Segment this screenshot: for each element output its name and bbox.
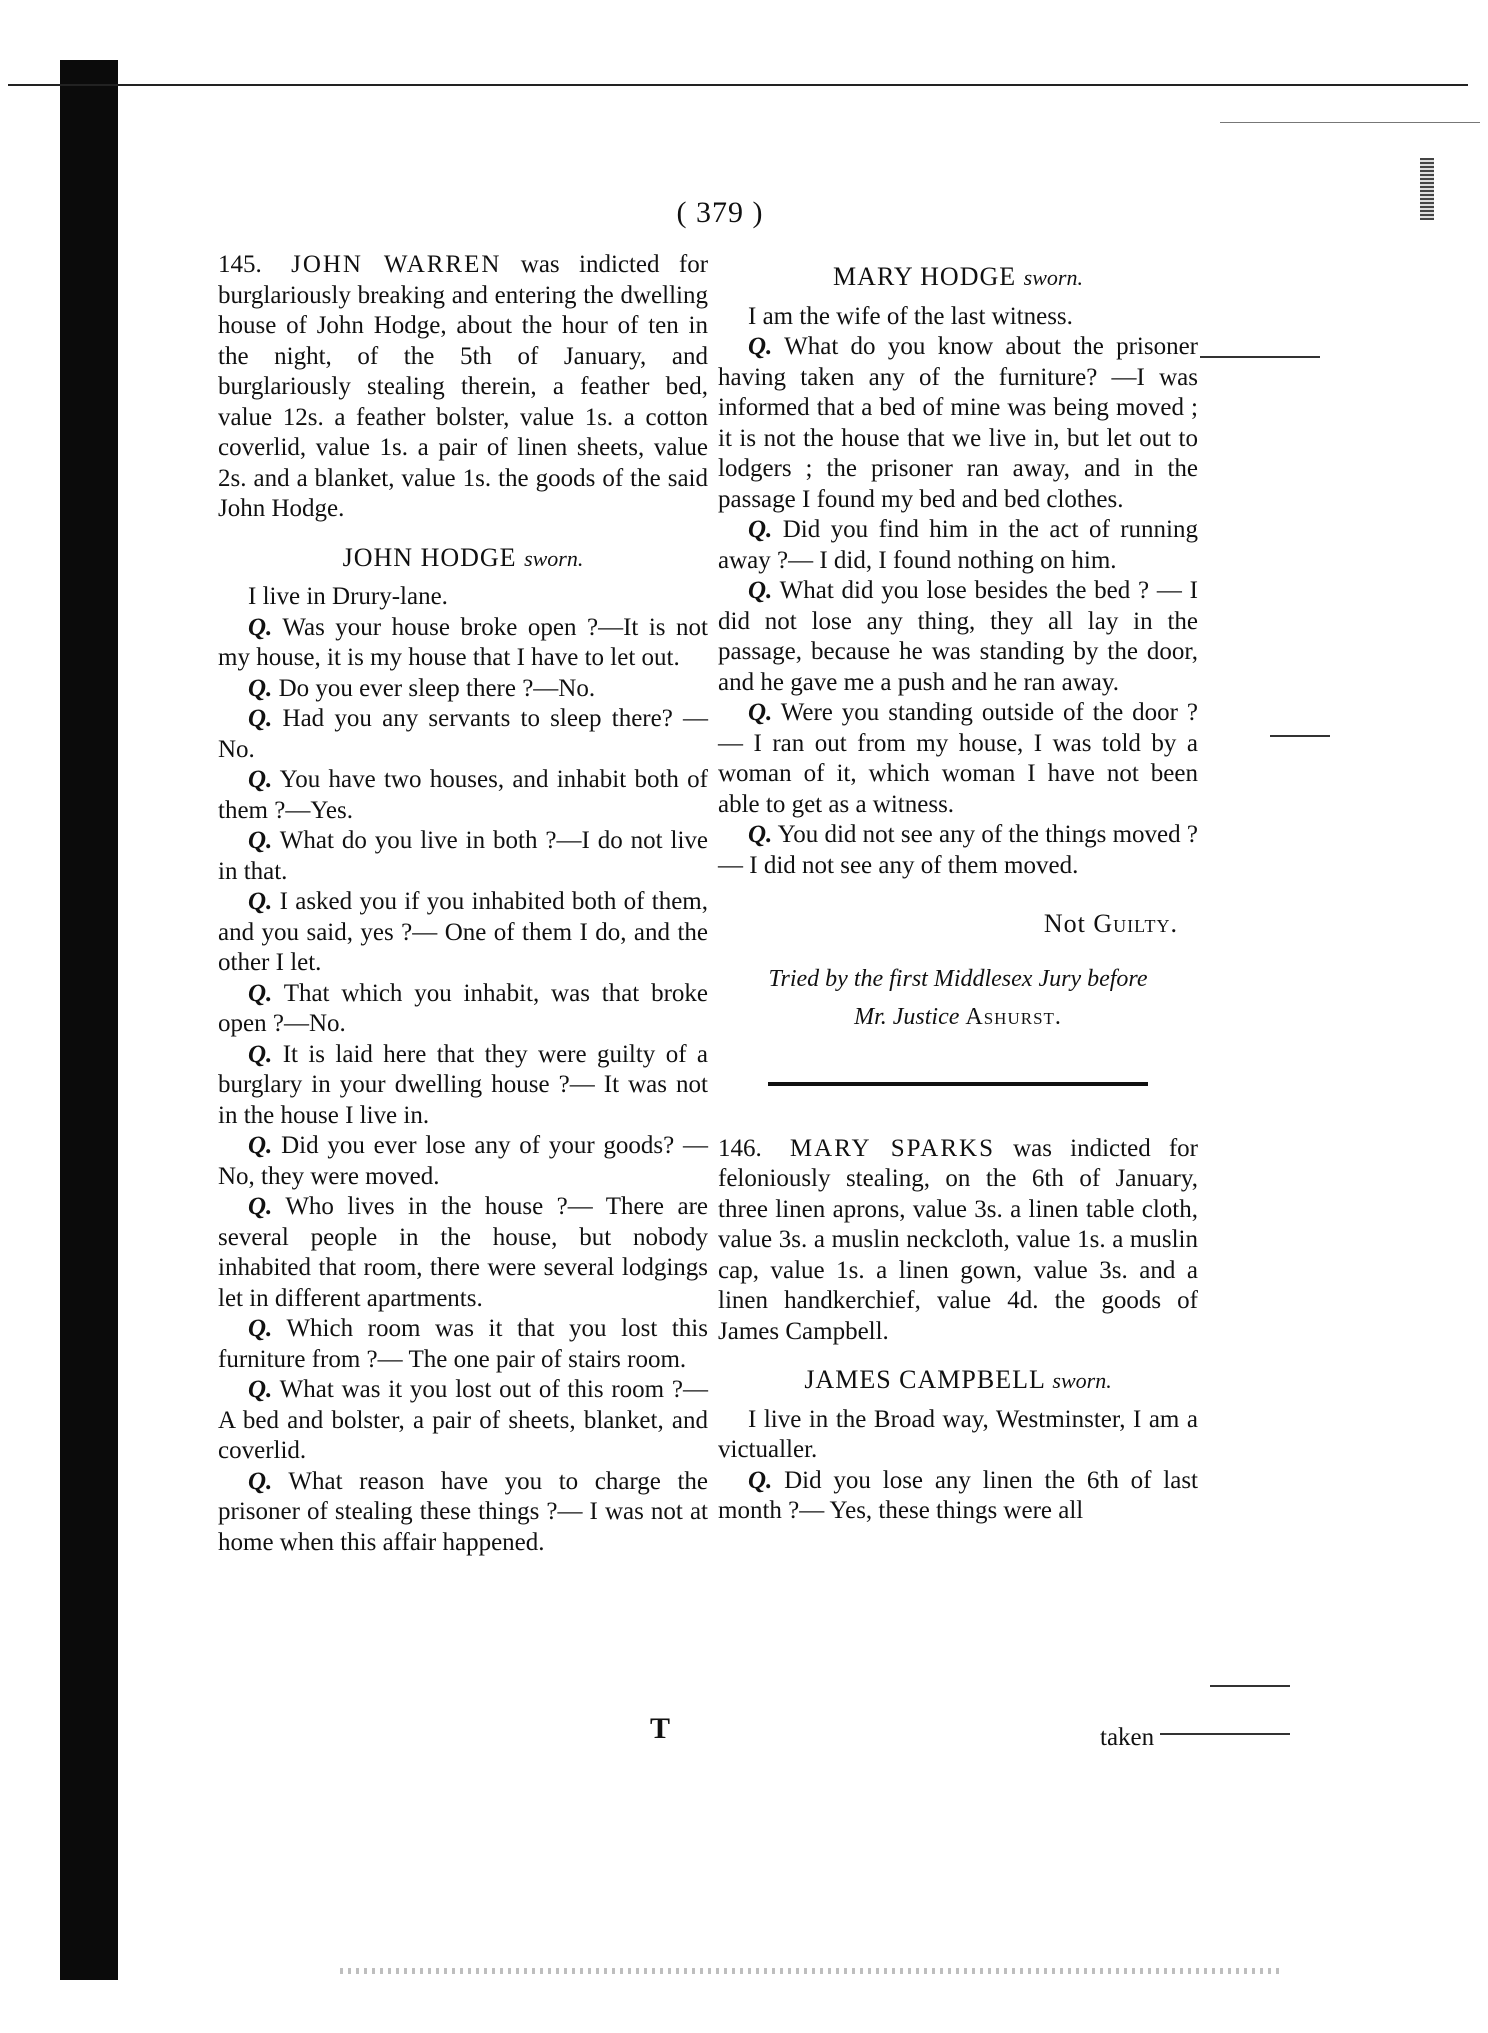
testimony-paragraph xyxy=(218,826,708,887)
testimony-paragraph xyxy=(718,302,1198,333)
testimony-paragraph xyxy=(718,1466,1198,1527)
defendant-name: MARY SPARKS xyxy=(789,1134,995,1162)
margin-mark xyxy=(1200,356,1320,358)
defendant-name: JOHN WARREN xyxy=(291,251,502,278)
testimony-paragraph xyxy=(718,576,1198,698)
testimony-text: I live in Drury-lane. xyxy=(248,583,448,610)
right-column xyxy=(718,262,1198,1527)
testimony-text: What do you live in both ?—I do not live in that. xyxy=(218,827,708,885)
testimony-text: What do you know about the prisoner having taken any of the furniture? —I was informed that a bed of mine was being moved ; it is not the house that we live in, but let out to lodgers ; the prisoner ran away, and in the passage I found my bed and bed clothes. xyxy=(718,333,1198,513)
testimony-text: I am the wife of the last witness. xyxy=(748,302,1073,330)
case-number: 146. xyxy=(718,1134,762,1162)
margin-mark xyxy=(1160,1733,1290,1735)
testimony-paragraph xyxy=(218,1040,708,1132)
paper-clip-artifact xyxy=(1420,158,1434,220)
testimony-text: Did you lose any linen the 6th of last month ?— Yes, these things were all xyxy=(718,1466,1198,1524)
question-marker: Q. xyxy=(248,1040,273,1068)
testimony-text: Did you find him in the act of running away ?— I did, I found nothing on him. xyxy=(718,516,1198,574)
question-marker: Q. xyxy=(248,827,273,854)
testimony xyxy=(218,582,708,1558)
indictment-text: was indicted for burglariously breaking and entering the dwelling house of John Hodge, about the hour of ten in the night, of the 5th of January, and burglariously stealing therein, a feather bed, value 12s. a feather bolster, value 1s. a cotton coverlid, value 1s. a pair of linen sheets, value 2s. and a blanket, value 1s. the goods of the said John Hodge. xyxy=(218,251,709,522)
testimony-text: Did you ever lose any of your goods? —No, they were moved. xyxy=(218,1132,708,1190)
question-marker: Q. xyxy=(248,979,273,1007)
testimony-text: Which room was it that you lost this furniture from ?— The one pair of stairs room. xyxy=(218,1315,708,1373)
testimony-paragraph xyxy=(218,613,708,674)
question-marker: Q. xyxy=(248,888,273,915)
testimony-text: What reason have you to charge the prisoner of stealing these things ?— I was not at home when this affair happened. xyxy=(218,1467,708,1556)
question-marker: Q. xyxy=(748,577,773,604)
indictment-text: was indicted for feloniously stealing, on the 6th of January, three linen aprons, value 3s. a linen table cloth, value 3s. a muslin neckcloth, value 1s. a muslin cap, value 1s. a linen gown, value 3s. and a linen handkerchief, value 4d. the goods of James Campbell. xyxy=(718,1134,1198,1345)
testimony-paragraph xyxy=(218,887,708,979)
testimony-paragraph xyxy=(218,1131,708,1192)
testimony-paragraph xyxy=(718,698,1198,820)
question-marker: Q. xyxy=(248,674,273,702)
testimony-text: I asked you if you inhabited both of them, and you said, yes ?— One of them I do, and the other I let. xyxy=(218,888,708,976)
trial-note xyxy=(718,960,1198,1036)
question-marker: Q. xyxy=(248,1315,273,1342)
case-entry xyxy=(218,250,708,525)
question-marker: Q. xyxy=(248,1132,273,1159)
question-marker: Q. xyxy=(748,333,773,360)
question-marker: Q. xyxy=(248,766,273,793)
testimony-paragraph xyxy=(718,332,1198,515)
testimony-paragraph xyxy=(718,1405,1198,1466)
scan-edge-line xyxy=(8,84,1468,86)
testimony xyxy=(718,302,1198,882)
testimony-paragraph xyxy=(218,704,708,765)
question-marker: Q. xyxy=(248,1467,273,1495)
scan-noise xyxy=(340,1968,1280,1974)
witness-heading xyxy=(718,1365,1198,1397)
testimony-paragraph xyxy=(218,1375,708,1467)
witness-name: JAMES CAMPBELL xyxy=(804,1365,1045,1394)
testimony-paragraph xyxy=(218,765,708,826)
testimony-paragraph xyxy=(718,820,1198,881)
testimony-text: You did not see any of the things moved ?— I did not see any of them moved. xyxy=(718,821,1198,879)
verdict xyxy=(718,909,1178,940)
testimony-paragraph xyxy=(218,582,708,613)
question-marker: Q. xyxy=(748,699,773,726)
testimony-text: I live in the Broad way, Westminster, I am a victualler. xyxy=(718,1405,1198,1463)
page-number: ( 379 ) xyxy=(676,196,764,229)
testimony-text: Were you standing outside of the door ?— I ran out from my house, I was told by a woman of it, which woman I have not been able to get as a witness. xyxy=(718,699,1198,818)
book-binding-shadow xyxy=(60,60,118,1980)
witness-sworn: sworn. xyxy=(1052,1368,1112,1393)
testimony-text: You have two houses, and inhabit both of them ?—Yes. xyxy=(218,766,708,824)
case-entry xyxy=(718,1134,1198,1348)
testimony-paragraph xyxy=(218,1314,708,1375)
question-marker: Q. xyxy=(248,1376,273,1403)
testimony-paragraph xyxy=(218,674,708,705)
margin-mark xyxy=(1210,1685,1290,1687)
witness-heading xyxy=(718,262,1198,294)
testimony-text: It is laid here that they were guilty of a burglary in your dwelling house ?— It was not in the house I live in. xyxy=(218,1040,709,1129)
testimony-text: Was your house broke open ?—It is not my house, it is my house that I have to let out. xyxy=(218,613,708,671)
judge-name: Ashurst. xyxy=(965,1003,1062,1030)
testimony-text: What was it you lost out of this room ?— A bed and bolster, a pair of sheets, blanket, and coverlid. xyxy=(218,1376,708,1464)
testimony-text: Who lives in the house ?— There are several people in the house, but nobody inhabited that room, there were several lodgings let in different apartments. xyxy=(218,1193,708,1312)
question-marker: Q. xyxy=(248,613,273,641)
question-marker: Q. xyxy=(748,516,773,543)
question-marker: Q. xyxy=(248,1193,273,1220)
witness-name: MARY HODGE xyxy=(833,262,1017,291)
signature-mark: T xyxy=(650,1712,671,1745)
testimony-text: That which you inhabit, was that broke open ?—No. xyxy=(218,979,708,1037)
section-divider xyxy=(768,1082,1148,1086)
question-marker: Q. xyxy=(748,1466,773,1494)
verdict-result: Guilty. xyxy=(1093,909,1178,938)
witness-heading xyxy=(218,543,708,575)
testimony-text: Do you ever sleep there ?—No. xyxy=(278,674,596,702)
question-marker: Q. xyxy=(748,821,773,848)
left-column xyxy=(218,250,708,1558)
testimony xyxy=(718,1405,1198,1527)
witness-sworn: sworn. xyxy=(1023,265,1083,290)
scan-edge-line xyxy=(1220,122,1480,123)
testimony-text: Had you any servants to sleep there? —No. xyxy=(218,705,709,763)
verdict-word: Not xyxy=(1043,909,1086,938)
witness-name: JOHN HODGE xyxy=(342,542,517,572)
case-number: 145. xyxy=(218,251,262,278)
testimony-paragraph xyxy=(218,1467,708,1559)
margin-mark xyxy=(1270,735,1330,737)
testimony-paragraph xyxy=(218,1192,708,1314)
trial-note-line: Tried by the first Middlesex Jury before xyxy=(768,965,1148,992)
testimony-paragraph xyxy=(218,979,708,1040)
judge-title: Mr. Justice xyxy=(854,1003,960,1030)
question-marker: Q. xyxy=(248,705,273,732)
testimony-paragraph xyxy=(718,515,1198,576)
catchword: taken xyxy=(1100,1724,1155,1751)
testimony-text: What did you lose besides the bed ? — I did not lose any thing, they all lay in the passage, because he was standing by the door, and he gave me a push and he ran away. xyxy=(718,577,1198,696)
witness-sworn: sworn. xyxy=(524,545,584,571)
